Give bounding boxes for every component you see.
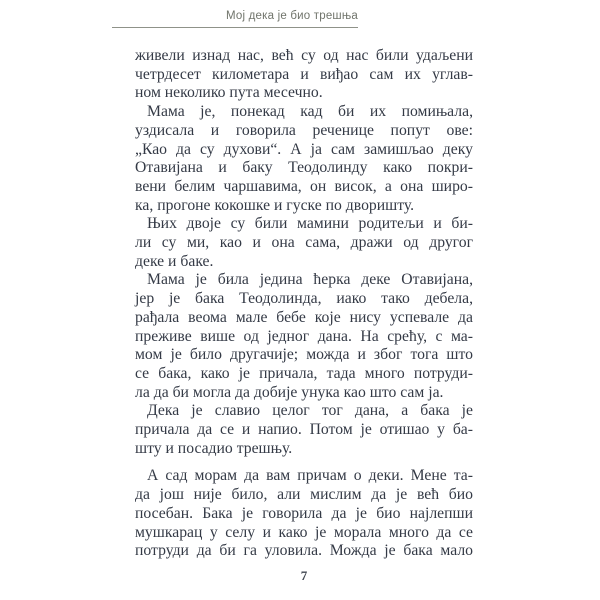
text-line: уздисала и говорила реченице попут ове:: [135, 121, 473, 139]
text-line: вени белим чаршавима, он висок, а она широ-: [135, 177, 473, 195]
text-line: мушкарац у селу и како је морала много да се: [135, 523, 473, 541]
text-line: Мама је, понекад кад би их помињала,: [147, 103, 473, 121]
text-line: ном неколико пута месечно.: [135, 84, 323, 102]
running-header: [112, 6, 358, 28]
text-line: Дека је славио целог тог дана, а бака је: [147, 402, 473, 420]
body-text: [135, 47, 473, 561]
text-line: ла да би могла да добије унука као што сам ја.: [135, 383, 444, 401]
paragraph: [135, 215, 473, 271]
text-line: шту и посадио трешњу.: [135, 439, 293, 457]
text-line: четрдесет километара и виђао сам их углав-: [135, 65, 473, 83]
text-line: А сад морам да вам причам о деки. Мене та-: [147, 467, 473, 485]
text-line: ли су ми, као и она сама, дражи од другог: [135, 234, 473, 252]
text-line: мом је било другачије; можда и због тога што: [135, 346, 473, 364]
running-header-title: Мој дека је био трешња: [225, 10, 358, 22]
text-line: живели изнад нас, већ су од нас били удаљени: [135, 47, 473, 64]
text-line: причала да се и напио. Потом је отишао у ба-: [135, 421, 473, 439]
paragraph: [135, 103, 473, 215]
text-line: рађала веома мале бебе које нису успевале да: [135, 308, 473, 326]
text-line: се бака, како је причала, тада много потруди-: [135, 364, 473, 382]
text-line: Њих двоје су били мамини родитељи и би-: [147, 215, 473, 233]
page-number: 7: [300, 568, 308, 583]
paragraph: [135, 467, 473, 561]
text-line: Отавијана и баку Теодолинду како покри-: [135, 159, 473, 177]
paragraph: [135, 402, 473, 458]
text-line: „Као да су духови“. А ја сам замишљао деку: [135, 140, 473, 158]
text-line: посебан. Бака је говорила да је био најлепши: [135, 504, 473, 522]
text-line: Мама је била једина ћерка деке Отавијана,: [147, 271, 473, 289]
text-line: преживе више од једног дана. На срећу, с ма-: [135, 327, 473, 345]
page-footer: [135, 567, 473, 585]
text-line: деке и баке.: [135, 252, 214, 270]
text-line: потруди да би га уловила. Можда је бака мало: [135, 542, 473, 560]
text-line: ка, прогоне кокошке и гуске по дворишту.: [135, 196, 415, 214]
text-line: јер је бака Теодолинда, иако тако дебела,: [135, 290, 473, 308]
paragraph: [135, 47, 473, 103]
text-line: да још није било, али мислим да је већ био: [135, 486, 473, 504]
paragraph: [135, 271, 473, 402]
